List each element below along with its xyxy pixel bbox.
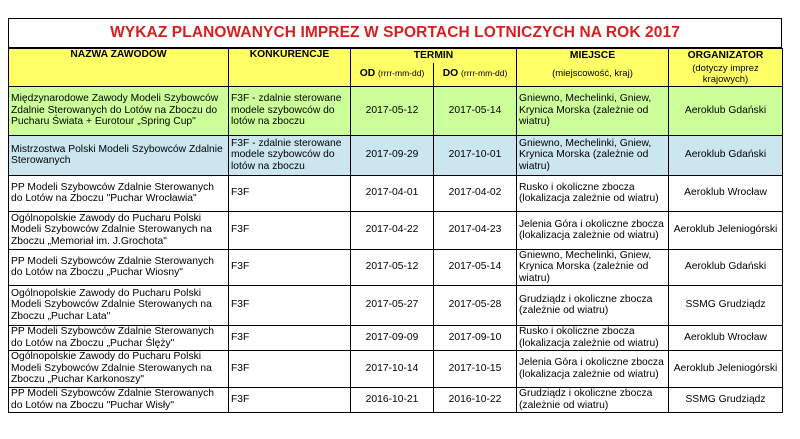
cell-comp: F3F - zdalnie sterowane modele szybowców do lotów na zboczu bbox=[229, 135, 351, 175]
cell-to: 2017-04-02 bbox=[434, 175, 517, 211]
cell-to: 2017-10-15 bbox=[434, 350, 517, 387]
cell-name: Ogólnopolskie Zawody do Pucharu Polski Modeli Szybowców Zdalnie Sterowanych na Zboczu „Puchar Lata" bbox=[9, 285, 229, 325]
cell-org: Aeroklub Gdański bbox=[669, 135, 783, 175]
header-place: MIEJSCE bbox=[517, 49, 669, 63]
cell-place: Grudziądz i okoliczne zbocza (zależnie od wiatru) bbox=[517, 387, 669, 412]
cell-comp: F3F - zdalnie sterowane modele szybowców do lotów na zboczu bbox=[229, 86, 351, 135]
header-competition: KONKURENCJE bbox=[229, 49, 351, 87]
cell-org: SSMG Grudziądz bbox=[669, 387, 783, 412]
cell-place: Gniewno, Mechelinki, Gniew, Krynica Morska (zależnie od wiatru) bbox=[517, 135, 669, 175]
cell-org: Aeroklub Jeleniogórski bbox=[669, 350, 783, 387]
cell-name: Międzynarodowe Zawody Modeli Szybowców Zdalnie Sterowanych do Lotów na Zboczu do Pucharu Świata + Eurotour „Spring Cup" bbox=[9, 86, 229, 135]
cell-comp: F3F bbox=[229, 350, 351, 387]
table-row bbox=[9, 325, 783, 350]
cell-from: 2016-10-21 bbox=[351, 387, 434, 412]
cell-to: 2017-04-23 bbox=[434, 211, 517, 249]
cell-comp: F3F bbox=[229, 249, 351, 285]
cell-org: Aeroklub Gdański bbox=[669, 249, 783, 285]
cell-to: 2017-05-14 bbox=[434, 249, 517, 285]
cell-place: Grudziądz i okoliczne zbocza (zależnie od wiatru) bbox=[517, 285, 669, 325]
cell-org: SSMG Grudziądz bbox=[669, 285, 783, 325]
table-row bbox=[9, 175, 783, 211]
cell-org: Aeroklub Gdański bbox=[669, 86, 783, 135]
cell-org: Aeroklub Wrocław bbox=[669, 325, 783, 350]
cell-org: Aeroklub Wrocław bbox=[669, 175, 783, 211]
cell-from: 2017-04-22 bbox=[351, 211, 434, 249]
header-from: OD (rrrr-mm-dd) bbox=[351, 63, 434, 87]
cell-comp: F3F bbox=[229, 325, 351, 350]
table-row bbox=[9, 86, 783, 135]
cell-name: PP Modeli Szybowców Zdalnie Sterowanych do Lotów na Zboczu "Puchar Wisły" bbox=[9, 387, 229, 412]
header-term: TERMIN bbox=[351, 49, 517, 63]
cell-name: PP Modeli Szybowców Zdalnie Sterowanych do Lotów na Zboczu „Puchar Wiosny" bbox=[9, 249, 229, 285]
page-title: WYKAZ PLANOWANYCH IMPREZ W SPORTACH LOTNICZYCH NA ROK 2017 bbox=[8, 18, 782, 48]
header-to: DO (rrrr-mm-dd) bbox=[434, 63, 517, 87]
table-row bbox=[9, 285, 783, 325]
cell-place: Rusko i okoliczne zbocza (lokalizacja zależnie od wiatru) bbox=[517, 175, 669, 211]
cell-name: PP Modeli Szybowców Zdalnie Sterowanych do Lotów na Zboczu "Puchar Wrocławia" bbox=[9, 175, 229, 211]
table-row bbox=[9, 249, 783, 285]
table-row bbox=[9, 350, 783, 387]
events-table bbox=[8, 48, 783, 413]
cell-comp: F3F bbox=[229, 387, 351, 412]
cell-to: 2017-05-28 bbox=[434, 285, 517, 325]
cell-to: 2017-09-10 bbox=[434, 325, 517, 350]
header-name: NAZWA ZAWODÓW bbox=[9, 49, 229, 87]
cell-from: 2017-05-27 bbox=[351, 285, 434, 325]
cell-comp: F3F bbox=[229, 175, 351, 211]
cell-name: Ogólnopolskie Zawody do Pucharu Polski Modeli Szybowców Zdalnie Sterowanych na Zboczu „Memoriał im. J.Grochota" bbox=[9, 211, 229, 249]
header-organizer: ORGANIZATOR bbox=[669, 49, 783, 63]
cell-name: Mistrzostwa Polski Modeli Szybowców Zdalnie Sterowanych bbox=[9, 135, 229, 175]
table-row bbox=[9, 135, 783, 175]
document-sheet bbox=[8, 18, 782, 413]
table-row bbox=[9, 387, 783, 412]
cell-place: Jelenia Góra i okoliczne zbocza (lokalizacja zależnie od wiatru) bbox=[517, 350, 669, 387]
cell-place: Gniewno, Mechelinki, Gniew, Krynica Morska (zależnie od wiatru) bbox=[517, 86, 669, 135]
cell-to: 2017-10-01 bbox=[434, 135, 517, 175]
cell-comp: F3F bbox=[229, 285, 351, 325]
cell-from: 2017-10-14 bbox=[351, 350, 434, 387]
cell-place: Rusko i okoliczne zbocza (lokalizacja zależnie od wiatru) bbox=[517, 325, 669, 350]
cell-from: 2017-05-12 bbox=[351, 86, 434, 135]
header-organizer-sub: (dotyczy imprez krajowych) bbox=[669, 63, 783, 87]
cell-to: 2017-05-14 bbox=[434, 86, 517, 135]
cell-from: 2017-09-29 bbox=[351, 135, 434, 175]
cell-name: PP Modeli Szybowców Zdalnie Sterowanych do Lotów na Zboczu „Puchar Ślęży" bbox=[9, 325, 229, 350]
cell-from: 2017-05-12 bbox=[351, 249, 434, 285]
cell-place: Jelenia Góra i okoliczne zbocza (lokalizacja zależnie od wiatru) bbox=[517, 211, 669, 249]
cell-name: Ogólnopolskie Zawody do Pucharu Polski Modeli Szybowców Zdalnie Sterowanych na Zboczu „Puchar Karkonoszy" bbox=[9, 350, 229, 387]
cell-from: 2017-09-09 bbox=[351, 325, 434, 350]
header-place-sub: (miejscowość, kraj) bbox=[517, 63, 669, 87]
table-row bbox=[9, 211, 783, 249]
cell-org: Aeroklub Jeleniogórski bbox=[669, 211, 783, 249]
cell-to: 2016-10-22 bbox=[434, 387, 517, 412]
cell-from: 2017-04-01 bbox=[351, 175, 434, 211]
cell-place: Gniewno, Mechelinki, Gniew, Krynica Morska (zależnie od wiatru) bbox=[517, 249, 669, 285]
cell-comp: F3F bbox=[229, 211, 351, 249]
